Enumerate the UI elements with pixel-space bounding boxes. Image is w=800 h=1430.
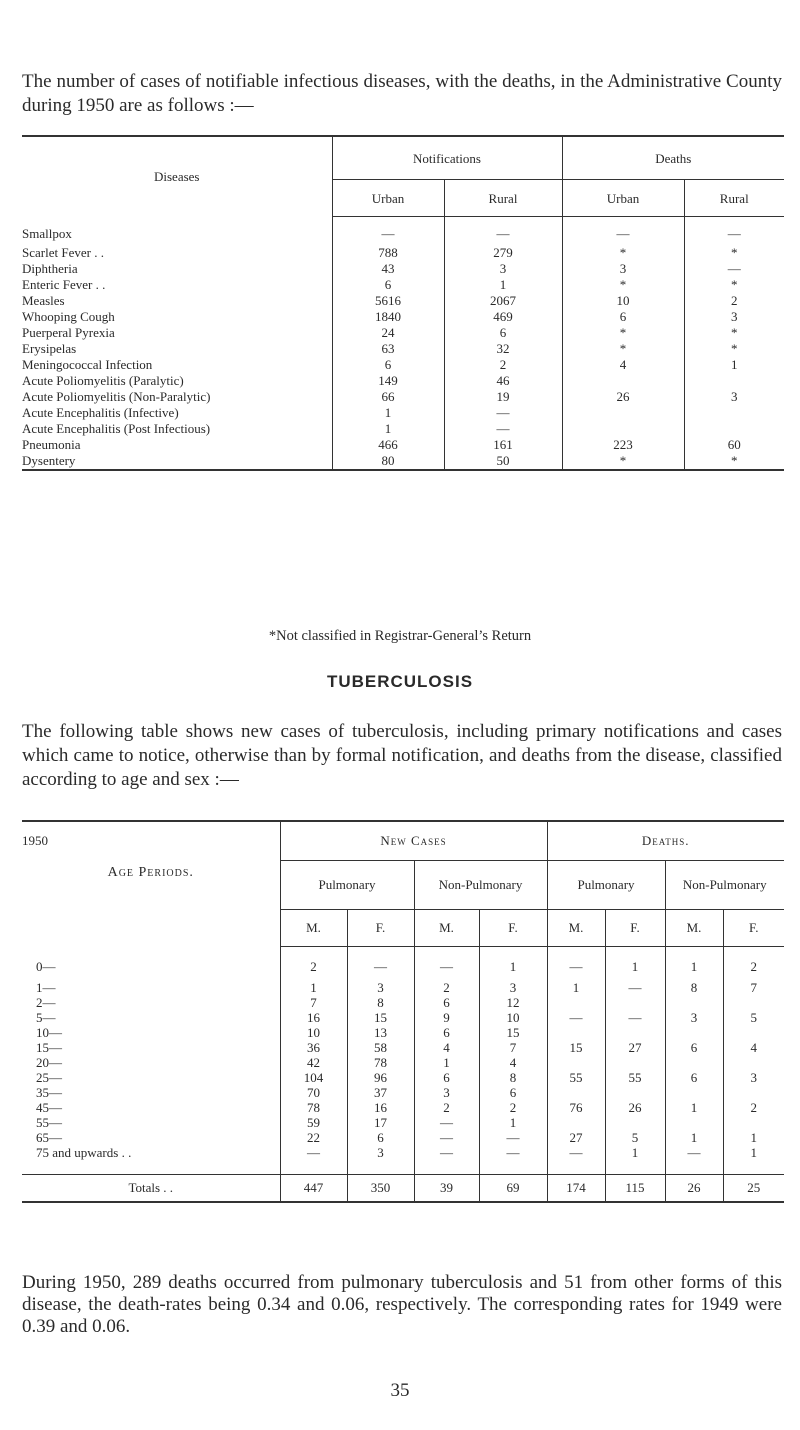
table-row xyxy=(22,1100,784,1115)
cell-value: 4 xyxy=(479,1055,547,1070)
cell-value: 8 xyxy=(479,1070,547,1085)
cell-value xyxy=(723,995,784,1010)
cell-value: 2 xyxy=(684,293,784,309)
cell-value: * xyxy=(684,325,784,341)
cell-value xyxy=(665,1115,723,1130)
cell-value: 1 xyxy=(479,946,547,980)
cell-value: 76 xyxy=(547,1100,605,1115)
year-label: 1950 xyxy=(22,821,280,860)
cell-value: 15 xyxy=(347,1010,414,1025)
closing-paragraph: During 1950, 289 deaths occurred from pulmonary tuberculosis and 51 from other forms of this disease, the death-rates being 0.34 and 0.06, respectively. The corresponding rates for 1949 were 0.39 and 0.06. xyxy=(22,1272,782,1337)
cell-value: 6 xyxy=(665,1070,723,1085)
disease-name: Scarlet Fever . . xyxy=(22,245,104,260)
cell-value: 55 xyxy=(605,1070,665,1085)
cell-value: — xyxy=(280,1145,347,1175)
table-row xyxy=(22,1055,784,1070)
cell-value: 6 xyxy=(332,277,444,293)
cell-value: 24 xyxy=(332,325,444,341)
cell-value: 6 xyxy=(444,325,562,341)
cell-value: 3 xyxy=(665,1010,723,1025)
total-value: 447 xyxy=(280,1175,347,1203)
cell-value: 59 xyxy=(280,1115,347,1130)
cell-value: 466 xyxy=(332,437,444,453)
cell-value: 149 xyxy=(332,373,444,389)
cell-value: 2067 xyxy=(444,293,562,309)
totals-row xyxy=(22,1175,784,1203)
infectious-diseases-table xyxy=(22,135,784,471)
sub-rural-notif: Rural xyxy=(444,180,562,217)
disease-name: Erysipelas xyxy=(22,341,77,356)
cell-value xyxy=(605,995,665,1010)
cell-value: 17 xyxy=(347,1115,414,1130)
cell-value: — xyxy=(444,217,562,245)
table-row xyxy=(22,389,784,405)
cell-value: 12 xyxy=(479,995,547,1010)
cell-value: 26 xyxy=(605,1100,665,1115)
table-row xyxy=(22,373,784,389)
m-header: M. xyxy=(547,909,605,946)
cell-value: — xyxy=(547,946,605,980)
deaths-pulmonary-header: Pulmonary xyxy=(547,860,665,909)
cell-value: 3 xyxy=(414,1085,479,1100)
cell-value: 788 xyxy=(332,245,444,261)
age-period: 15— xyxy=(36,1039,62,1055)
cell-value xyxy=(547,1055,605,1070)
cell-value: 9 xyxy=(414,1010,479,1025)
cell-value: 7 xyxy=(723,980,784,995)
cell-value xyxy=(605,1085,665,1100)
m-header: M. xyxy=(414,909,479,946)
table-row xyxy=(22,217,784,245)
cell-value: * xyxy=(562,453,684,470)
cell-value xyxy=(562,405,684,421)
cell-value: 27 xyxy=(547,1130,605,1145)
cell-value: 2 xyxy=(414,980,479,995)
age-period: 25— xyxy=(36,1069,62,1085)
cell-value: 2 xyxy=(414,1100,479,1115)
cell-value: — xyxy=(684,217,784,245)
table-row xyxy=(22,437,784,453)
total-value: 39 xyxy=(414,1175,479,1203)
cell-value: 3 xyxy=(347,1145,414,1175)
table-row xyxy=(22,293,784,309)
disease-name: Meningococcal Infection xyxy=(22,357,153,372)
cell-value: 6 xyxy=(562,309,684,325)
cell-value: 5 xyxy=(605,1130,665,1145)
cell-value: 6 xyxy=(332,357,444,373)
cell-value: 70 xyxy=(280,1085,347,1100)
total-value: 69 xyxy=(479,1175,547,1203)
deaths-non-pulmonary-header: Non-Pulmonary xyxy=(665,860,784,909)
cell-value: 43 xyxy=(332,261,444,277)
cell-value: 1 xyxy=(547,980,605,995)
section-heading: TUBERCULOSIS xyxy=(326,672,474,691)
cell-value: 7 xyxy=(280,995,347,1010)
cell-value: 6 xyxy=(414,1025,479,1040)
cell-value: 1 xyxy=(665,1100,723,1115)
table-row xyxy=(22,1010,784,1025)
disease-name: Whooping Cough xyxy=(22,309,115,324)
tuberculosis-table xyxy=(22,820,784,1203)
cell-value: — xyxy=(665,1145,723,1175)
cell-value: 6 xyxy=(414,995,479,1010)
age-periods-header: Age Periods. xyxy=(107,865,194,880)
age-period: 35— xyxy=(36,1084,62,1100)
cell-value: 1 xyxy=(605,1145,665,1175)
cell-value: — xyxy=(332,217,444,245)
cell-value: 16 xyxy=(347,1100,414,1115)
cell-value: 469 xyxy=(444,309,562,325)
f-header: F. xyxy=(479,909,547,946)
disease-name: Diphtheria xyxy=(22,261,78,276)
disease-name: Dysentery xyxy=(22,453,332,470)
cell-value: 6 xyxy=(479,1085,547,1100)
cell-value: 55 xyxy=(547,1070,605,1085)
disease-name: Acute Encephalitis (Infective) xyxy=(22,405,179,420)
cell-value: — xyxy=(347,946,414,980)
table-row xyxy=(22,1115,784,1130)
age-period: 1— xyxy=(36,979,56,995)
age-period: 5— xyxy=(36,1009,56,1025)
cell-value: 36 xyxy=(280,1040,347,1055)
table-row xyxy=(22,1130,784,1145)
cell-value: 1 xyxy=(332,421,444,437)
cell-value: 223 xyxy=(562,437,684,453)
cell-value: 1 xyxy=(723,1145,784,1175)
table-row xyxy=(22,261,784,277)
cell-value: 22 xyxy=(280,1130,347,1145)
cell-value: — xyxy=(414,1130,479,1145)
cell-value: 46 xyxy=(444,373,562,389)
cell-value: 50 xyxy=(444,453,562,470)
cell-value: * xyxy=(684,453,784,470)
cell-value xyxy=(684,405,784,421)
cell-value: 1 xyxy=(280,980,347,995)
disease-name: Acute Poliomyelitis (Non-Paralytic) xyxy=(22,389,211,404)
cell-value: 27 xyxy=(605,1040,665,1055)
table-row xyxy=(22,980,784,995)
cell-value xyxy=(665,1085,723,1100)
cell-value: 6 xyxy=(414,1070,479,1085)
f-header: F. xyxy=(347,909,414,946)
cell-value: * xyxy=(684,277,784,293)
table-row xyxy=(22,453,784,470)
sub-urban-deaths: Urban xyxy=(562,180,684,217)
deaths-header: Deaths. xyxy=(547,821,784,860)
table-row xyxy=(22,1085,784,1100)
disease-name: Pneumonia xyxy=(22,437,81,452)
cell-value: 4 xyxy=(562,357,684,373)
cell-value: 6 xyxy=(347,1130,414,1145)
cell-value: 3 xyxy=(444,261,562,277)
disease-name: Puerperal Pyrexia xyxy=(22,325,115,340)
age-period: 10— xyxy=(36,1024,62,1040)
cell-value: 2 xyxy=(479,1100,547,1115)
total-value: 26 xyxy=(665,1175,723,1203)
table-row xyxy=(22,1070,784,1085)
new-cases-header: New Cases xyxy=(280,821,547,860)
age-period: 2— xyxy=(36,994,56,1010)
cell-value: — xyxy=(414,946,479,980)
total-value: 174 xyxy=(547,1175,605,1203)
disease-name: Measles xyxy=(22,293,65,308)
cell-value: 1 xyxy=(479,1115,547,1130)
cell-value: 3 xyxy=(562,261,684,277)
cell-value: 78 xyxy=(280,1100,347,1115)
cell-value: 15 xyxy=(547,1040,605,1055)
cell-value: — xyxy=(547,1010,605,1025)
cell-value: 161 xyxy=(444,437,562,453)
cell-value: 1 xyxy=(605,946,665,980)
cell-value: * xyxy=(562,245,684,261)
cell-value: — xyxy=(479,1130,547,1145)
cell-value: 3 xyxy=(723,1070,784,1085)
cell-value: * xyxy=(562,277,684,293)
disease-name: Acute Encephalitis (Post Infectious) xyxy=(22,421,211,436)
cell-value xyxy=(562,373,684,389)
cell-value: 1 xyxy=(665,946,723,980)
cell-value: * xyxy=(562,341,684,357)
cell-value: 1 xyxy=(723,1130,784,1145)
cell-value: 10 xyxy=(280,1025,347,1040)
cell-value: 2 xyxy=(444,357,562,373)
cell-value: 2 xyxy=(723,1100,784,1115)
table-row xyxy=(22,277,784,293)
cell-value xyxy=(547,1085,605,1100)
cell-value: 7 xyxy=(479,1040,547,1055)
cell-value: 2 xyxy=(723,946,784,980)
cell-value: 4 xyxy=(414,1040,479,1055)
cell-value: 26 xyxy=(562,389,684,405)
totals-label: Totals . . xyxy=(22,1175,280,1203)
cell-value: 42 xyxy=(280,1055,347,1070)
cell-value: — xyxy=(562,217,684,245)
m-header: M. xyxy=(665,909,723,946)
table-row xyxy=(22,325,784,341)
table-row xyxy=(22,405,784,421)
age-period: 75 and upwards . . xyxy=(36,1144,132,1160)
cell-value: 58 xyxy=(347,1040,414,1055)
sub-urban-notif: Urban xyxy=(332,180,444,217)
cell-value: 3 xyxy=(684,389,784,405)
cell-value xyxy=(723,1055,784,1070)
cell-value: 10 xyxy=(479,1010,547,1025)
table-row xyxy=(22,1145,784,1175)
age-period: 0— xyxy=(36,959,56,974)
col-notifications: Notifications xyxy=(332,136,562,180)
cell-value xyxy=(547,1025,605,1040)
cell-value: 60 xyxy=(684,437,784,453)
cell-value: 78 xyxy=(347,1055,414,1070)
table-row xyxy=(22,309,784,325)
cell-value: * xyxy=(684,245,784,261)
cell-value: 80 xyxy=(332,453,444,470)
cell-value xyxy=(547,995,605,1010)
m-header: M. xyxy=(280,909,347,946)
cell-value: 63 xyxy=(332,341,444,357)
disease-name: Acute Poliomyelitis (Paralytic) xyxy=(22,373,184,388)
cell-value: 96 xyxy=(347,1070,414,1085)
cell-value: 66 xyxy=(332,389,444,405)
cell-value: — xyxy=(547,1145,605,1175)
cell-value xyxy=(684,373,784,389)
cell-value: 10 xyxy=(562,293,684,309)
cell-value xyxy=(723,1115,784,1130)
cell-value xyxy=(562,421,684,437)
table-row xyxy=(22,946,784,980)
cell-value: 32 xyxy=(444,341,562,357)
intro-paragraph: The number of cases of notifiable infectious diseases, with the deaths, in the Administrative County during 1950 are as follows :— xyxy=(22,71,782,116)
age-period: 20— xyxy=(36,1054,62,1070)
table-row xyxy=(22,1040,784,1055)
cell-value xyxy=(547,1115,605,1130)
cell-value: 1840 xyxy=(332,309,444,325)
cell-value: 8 xyxy=(347,995,414,1010)
cell-value: — xyxy=(605,980,665,995)
cell-value: * xyxy=(562,325,684,341)
table-row xyxy=(22,341,784,357)
cell-value xyxy=(605,1115,665,1130)
age-period: 55— xyxy=(36,1114,62,1130)
cell-value: 8 xyxy=(665,980,723,995)
cell-value: 13 xyxy=(347,1025,414,1040)
tuberculosis-paragraph: The following table shows new cases of tuberculosis, including primary notifications and cases which came to notice, otherwise than by formal notification, and deaths from the disease, classified according to age and sex :— xyxy=(22,721,782,790)
cell-value: 279 xyxy=(444,245,562,261)
cell-value: 5616 xyxy=(332,293,444,309)
f-header: F. xyxy=(605,909,665,946)
cell-value: 16 xyxy=(280,1010,347,1025)
cell-value xyxy=(605,1025,665,1040)
cell-value: — xyxy=(444,421,562,437)
f-header: F. xyxy=(723,909,784,946)
age-period: 45— xyxy=(36,1099,62,1115)
cell-value xyxy=(684,421,784,437)
col-diseases: Diseases xyxy=(22,136,332,217)
cell-value xyxy=(665,1025,723,1040)
cell-value: — xyxy=(684,261,784,277)
cell-value: — xyxy=(414,1145,479,1175)
age-period: 65— xyxy=(36,1129,62,1145)
cell-value: 15 xyxy=(479,1025,547,1040)
col-deaths: Deaths xyxy=(562,136,784,180)
cell-value xyxy=(665,1055,723,1070)
cell-value: 1 xyxy=(414,1055,479,1070)
cell-value: 3 xyxy=(347,980,414,995)
cell-value xyxy=(723,1085,784,1100)
cell-value: 4 xyxy=(723,1040,784,1055)
footnote: *Not classified in Registrar-General’s Return xyxy=(268,628,532,644)
cell-value: — xyxy=(479,1145,547,1175)
cell-value xyxy=(723,1025,784,1040)
total-value: 350 xyxy=(347,1175,414,1203)
cell-value: 1 xyxy=(444,277,562,293)
cell-value: 2 xyxy=(280,946,347,980)
cell-value: 3 xyxy=(684,309,784,325)
cell-value: 104 xyxy=(280,1070,347,1085)
disease-name: Enteric Fever . . xyxy=(22,277,106,292)
total-value: 115 xyxy=(605,1175,665,1203)
table-row xyxy=(22,1025,784,1040)
new-pulmonary-header: Pulmonary xyxy=(280,860,414,909)
cell-value: 1 xyxy=(684,357,784,373)
cell-value: 3 xyxy=(479,980,547,995)
new-non-pulmonary-header: Non-Pulmonary xyxy=(414,860,547,909)
cell-value: 6 xyxy=(665,1040,723,1055)
cell-value xyxy=(605,1055,665,1070)
disease-name: Smallpox xyxy=(22,226,72,241)
cell-value xyxy=(665,995,723,1010)
cell-value: 19 xyxy=(444,389,562,405)
cell-value: — xyxy=(605,1010,665,1025)
table-row xyxy=(22,357,784,373)
cell-value: 5 xyxy=(723,1010,784,1025)
sub-rural-deaths: Rural xyxy=(684,180,784,217)
table-row xyxy=(22,421,784,437)
cell-value: — xyxy=(444,405,562,421)
cell-value: * xyxy=(684,341,784,357)
cell-value: 1 xyxy=(332,405,444,421)
page-number: 35 xyxy=(390,1380,410,1401)
cell-value: — xyxy=(414,1115,479,1130)
table-row xyxy=(22,995,784,1010)
cell-value: 37 xyxy=(347,1085,414,1100)
total-value: 25 xyxy=(723,1175,784,1203)
table-row xyxy=(22,245,784,261)
cell-value: 1 xyxy=(665,1130,723,1145)
